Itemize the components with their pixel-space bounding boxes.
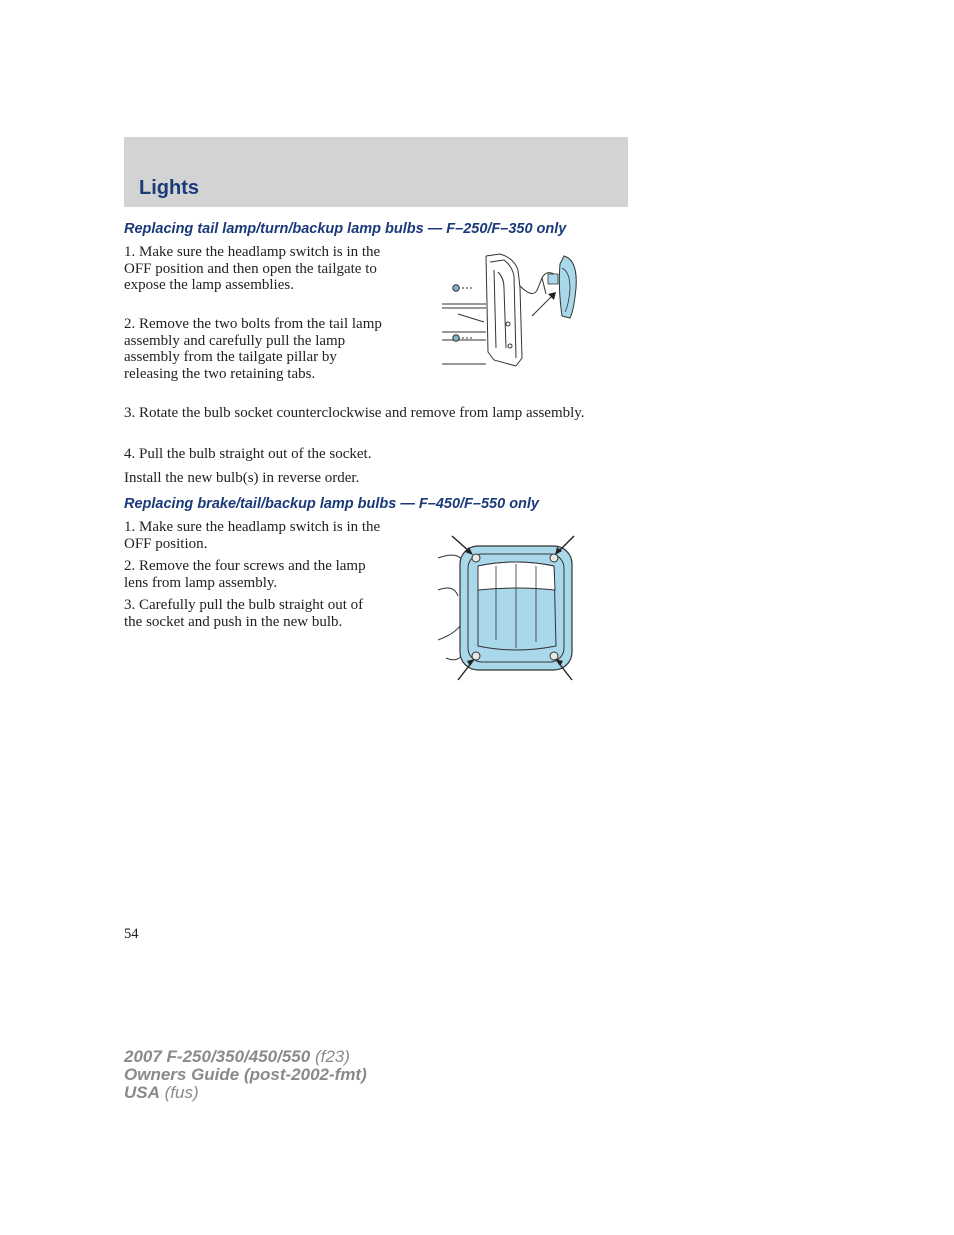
page-number: 54 [124, 926, 139, 942]
section2-step-3: 3. Carefully pull the bulb straight out of the socket and push in the new bulb. [124, 597, 364, 630]
section1-step-4: 4. Pull the bulb straight out of the socket. [124, 446, 372, 462]
section2-heading: Replacing brake/tail/backup lamp bulbs — F–450/F–550 only [124, 496, 539, 512]
footer-line-3: USA (fus) [124, 1083, 199, 1102]
section1-step-1: 1. Make sure the headlamp switch is in the OFF position and then open the tailgate to expose the lamp assemblies. [124, 244, 381, 293]
section2-step-2: 2. Remove the four screws and the lamp lens from lamp assembly. [124, 558, 366, 591]
section-title: Lights [139, 177, 199, 199]
section1-step-3: 3. Rotate the bulb socket counterclockwise and remove from lamp assembly. [124, 405, 585, 421]
footer-line-2: Owners Guide (post-2002-fmt) [124, 1065, 367, 1084]
section1-heading: Replacing tail lamp/turn/backup lamp bulbs — F–250/F–350 only [124, 221, 567, 237]
footer-line-1: 2007 F-250/350/450/550 (f23) [124, 1047, 350, 1066]
section-header-band [124, 137, 628, 207]
section2-step-1: 1. Make sure the headlamp switch is in the OFF position. [124, 519, 381, 552]
footer-info [124, 1048, 367, 1102]
section1-step-2: 2. Remove the two bolts from the tail lamp assembly and carefully pull the lamp assembly from the tailgate pillar by releasing the two retaining tabs. [124, 316, 382, 382]
tail-lamp-removal-illustration [438, 248, 583, 370]
brake-lamp-lens-illustration [438, 530, 578, 682]
section1-note: Install the new bulb(s) in reverse order. [124, 470, 360, 486]
